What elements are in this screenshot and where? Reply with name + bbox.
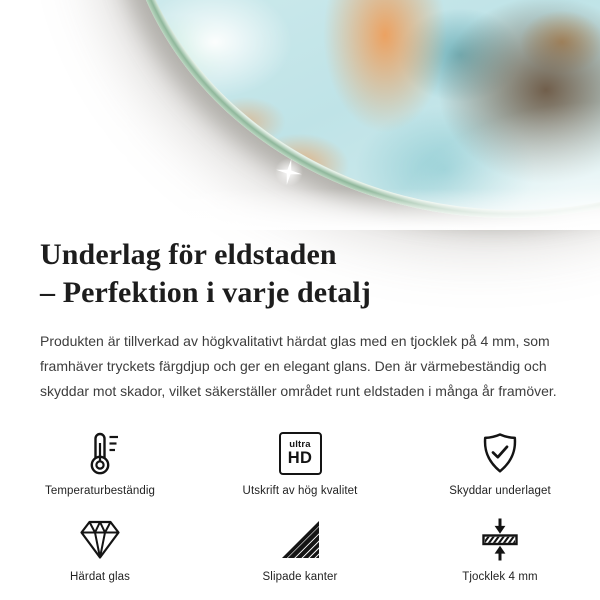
ultra-hd-icon-text-top: ultra (289, 438, 311, 450)
feature-ultra-hd-print (200, 427, 400, 497)
thermometer-icon (76, 427, 124, 479)
diamond-icon (76, 513, 124, 565)
feature-label: Slipade kanter (262, 571, 338, 583)
feature-polished-edges (200, 513, 400, 583)
feature-tempered-glass (0, 513, 200, 583)
ultra-hd-icon-text-bottom: HD (287, 449, 313, 467)
feature-protects-surface (400, 427, 600, 497)
feature-label: Utskrift av hög kvalitet (242, 485, 358, 497)
thickness-compress-icon (476, 513, 524, 565)
beveled-edges-icon (276, 513, 324, 565)
page-title-line1: Underlag för eldstaden (40, 238, 337, 271)
feature-temperature-resistant (0, 427, 200, 497)
features-grid (0, 427, 600, 583)
feature-label: Temperaturbeständig (45, 485, 155, 497)
product-description: Produkten är tillverkad av högkvalitativt härdat glas med en tjocklek på 4 mm, som framhäver tryckets färgdjup och ger en elegant glans. Den är värmebeständig och skyddar mot skador, vilket säkerställer området runt eldstaden i många år framöver. (40, 333, 557, 399)
page-title-line2: – Perfektion i varje detalj (40, 276, 371, 309)
glass-disc-marble-artwork (126, 0, 600, 210)
sparkle-icon (273, 156, 305, 188)
shield-check-icon (476, 427, 524, 479)
feature-label: Härdat glas (70, 571, 130, 583)
feature-thickness-4mm (400, 513, 600, 583)
product-text-block (0, 230, 600, 404)
feature-label: Tjocklek 4 mm (462, 571, 538, 583)
product-hero-image (0, 0, 600, 230)
feature-label: Skyddar underlaget (449, 485, 551, 497)
ultra-hd-icon (279, 427, 322, 479)
page-title (40, 236, 560, 312)
